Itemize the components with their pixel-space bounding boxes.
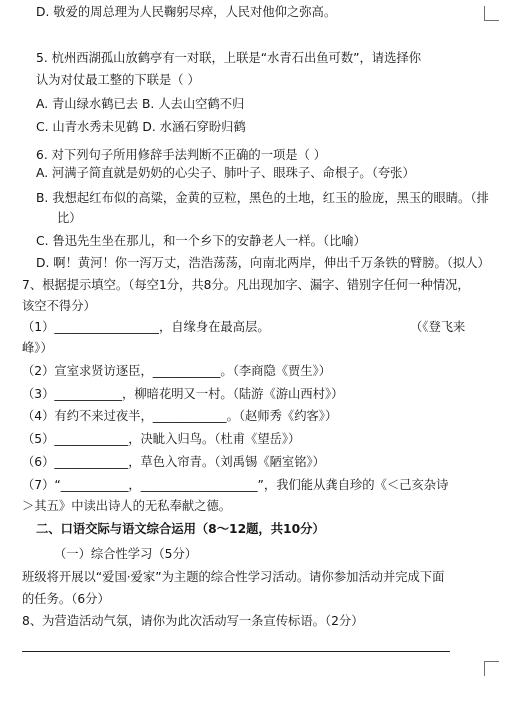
text-line: （4）有约不来过夜半，____________。（赵师秀《约客》）	[22, 409, 338, 423]
text-line: D. 啊！黄河！你一泻万丈，浩浩荡荡，向南北两岸，伸出千万条铁的臂膀。（拟人）	[36, 256, 490, 270]
page-corner-mark-top-right	[484, 6, 499, 21]
text-line: D. 敬爱的周总理为人民鞠躬尽瘁，人民对他仰之弥高。	[36, 5, 337, 19]
text-line: 比）	[57, 211, 82, 225]
text-line: C. 山青水秀未见鹤 D. 水涵石穿盼归鹤	[36, 120, 246, 134]
text-line: 7、根据提示填空。（每空1分，共8分。凡出现加字、漏字、错别字任何一种情况，	[22, 278, 470, 292]
text-line: （1）_________________，自缘身在最高层。	[22, 320, 270, 334]
text-line: 二、口语交际与语文综合运用（8～12题，共10分）	[36, 522, 325, 536]
text-line: （6）____________，草色入帘青。（刘禹锡《陋室铭》）	[22, 455, 325, 469]
text-line: A. 河满子简直就是奶奶的心尖子、肺叶子、眼珠子、命根子。（夸张）	[36, 166, 415, 180]
text-line: ＞其五》中读出诗人的无私奉献之德。	[22, 499, 232, 513]
text-line: 该空不得分）	[22, 299, 96, 313]
text-line: C. 鲁迅先生坐在那儿，和一个乡下的安静老人一样。（比喻）	[36, 234, 366, 248]
text-line: B. 我想起红布似的高粱，金黄的豆粒，黑色的土地，红玉的脸庞，黑玉的眼睛。（排	[36, 191, 489, 205]
text-line: 8、为营造活动气氛，请你为此次活动写一条宣传标语。（2分）	[22, 614, 364, 628]
text-line: 5. 杭州西湖孤山放鹤亭有一对联，上联是“水青石出鱼可数”，请选择你	[36, 51, 421, 65]
text-line: （3）___________，柳暗花明又一村。（陆游《游山西村》）	[22, 387, 344, 401]
text-line: 峰》）	[22, 341, 53, 355]
text-line: （7）“___________，___________________”，我们能从龚自珍的《＜己亥杂诗	[22, 478, 449, 492]
answer-line	[22, 651, 450, 652]
text-line: 6. 对下列句子所用修辞手法判断不正确的一项是（ ）	[36, 148, 327, 162]
text-line: 认为对仗最工整的下联是（ ）	[36, 73, 200, 87]
text-line: （2）宣室求贤访逐臣，___________。（李商隐《贾生》）	[22, 364, 332, 378]
text-line: 的任务。（6分）	[22, 592, 110, 606]
page-corner-mark-bottom-right	[484, 661, 499, 676]
text-line: （5）____________，决眦入归鸟。（杜甫《望岳》）	[22, 432, 301, 446]
text-line: （《登飞来	[410, 320, 466, 334]
text-line: 班级将开展以“爱国·爱家”为主题的综合性学习活动。请你参加活动并完成下面	[22, 570, 445, 584]
text-line: A. 青山绿水鹤已去 B. 人去山空鹤不归	[36, 97, 245, 111]
text-line: （一）综合性学习（5分）	[54, 547, 198, 561]
